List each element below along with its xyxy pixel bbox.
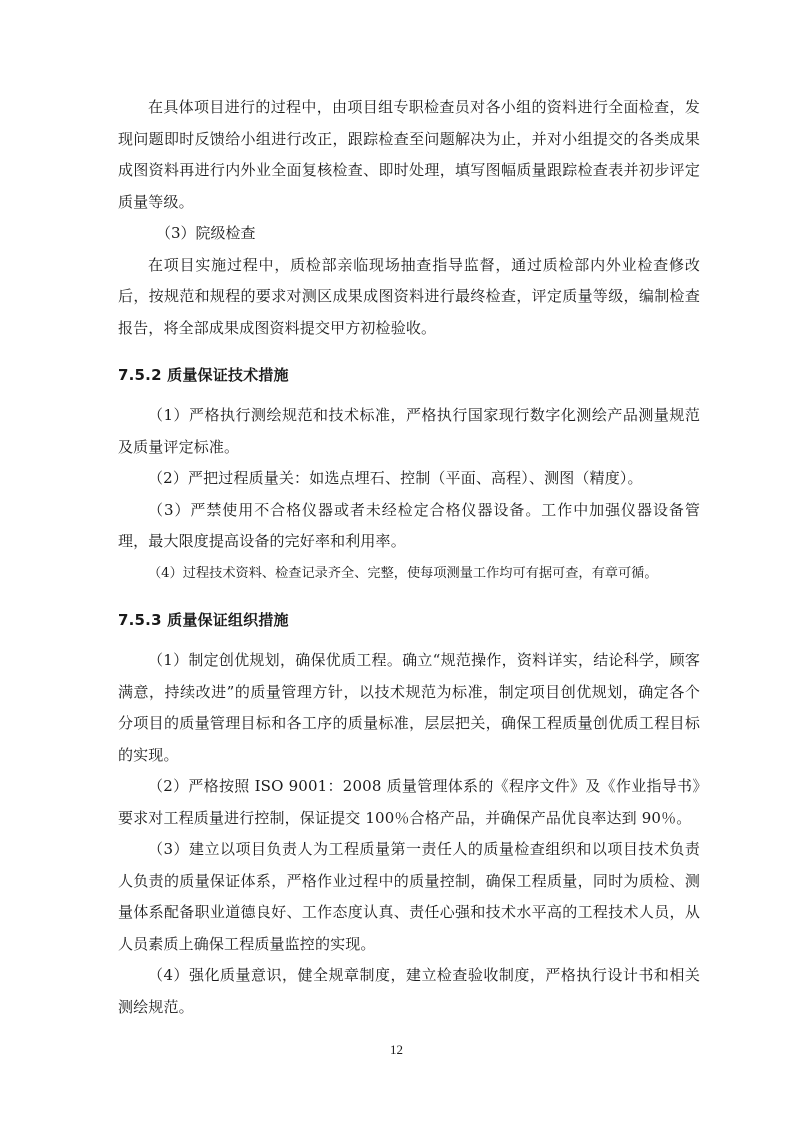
org-measure-2: （2）严格按照 ISO 9001：2008 质量管理体系的《程序文件》及《作业指导书》要求对工程质量进行控制，保证提交 100％合格产品，并确保产品优良率达到 90％。 (118, 777, 700, 827)
heading-7-5-2: 7.5.2 质量保证技术措施 (118, 366, 289, 384)
tech-measure-4: （4）过程技术资料、检查记录齐全、完整，使每项测量工作均可有据可查，有章可循。 (148, 565, 658, 581)
intro-paragraph: 在具体项目进行的过程中，由项目组专职检查员对各小组的资料进行全面检查，发现问题即时反馈给小组进行改正，跟踪检查至问题解决为止，并对小组提交的各类成果成图资料再进行内外业全面复核检查、即时处理，填写图幅质量跟踪检查表并初步评定质量等级。 (118, 98, 700, 211)
document-body (118, 92, 700, 1023)
org-measure-1: （1）制定创优规划，确保优质工程。确立“规范操作，资料详实，结论科学，顾客满意，持续改进”的质量管理方针，以技术规范为标准，制定项目创优规划，确定各个分项目的质量管理目标和各工序的质量标准，层层把关，确保工程质量创优质工程目标的实现。 (118, 651, 700, 764)
subsection-3-title: （3）院级检查 (156, 224, 256, 242)
tech-measure-1: （1）严格执行测绘规范和技术标准，严格执行国家现行数字化测绘产品测量规范及质量评定标准。 (118, 406, 700, 456)
heading-7-5-3: 7.5.3 质量保证组织措施 (118, 611, 289, 629)
org-measure-3: （3）建立以项目负责人为工程质量第一责任人的质量检查组织和以项目技术负责人负责的质量保证体系，严格作业过程中的质量控制，确保工程质量，同时为质检、测量体系配备职业道德良好、工作态度认真、责任心强和技术水平高的工程技术人员，从人员素质上确保工程质量监控的实现。 (118, 840, 700, 953)
tech-measure-3: （3）严禁使用不合格仪器或者未经检定合格仪器设备。工作中加强仪器设备管理，最大限度提高设备的完好率和利用率。 (118, 500, 700, 550)
subsection-3-paragraph: 在项目实施过程中，质检部亲临现场抽查指导监督，通过质检部内外业检查修改后，按规范和规程的要求对测区成果成图资料进行最终检查，评定质量等级，编制检查报告，将全部成果成图资料提交甲方初检验收。 (118, 255, 700, 337)
org-measure-4: （4）强化质量意识，健全规章制度，建立检查验收制度，严格执行设计书和相关测绘规范。 (118, 966, 700, 1016)
tech-measure-2: （2）严把过程质量关：如选点埋石、控制（平面、高程）、测图（精度）。 (148, 469, 643, 487)
page-number: 12 (390, 1042, 403, 1057)
